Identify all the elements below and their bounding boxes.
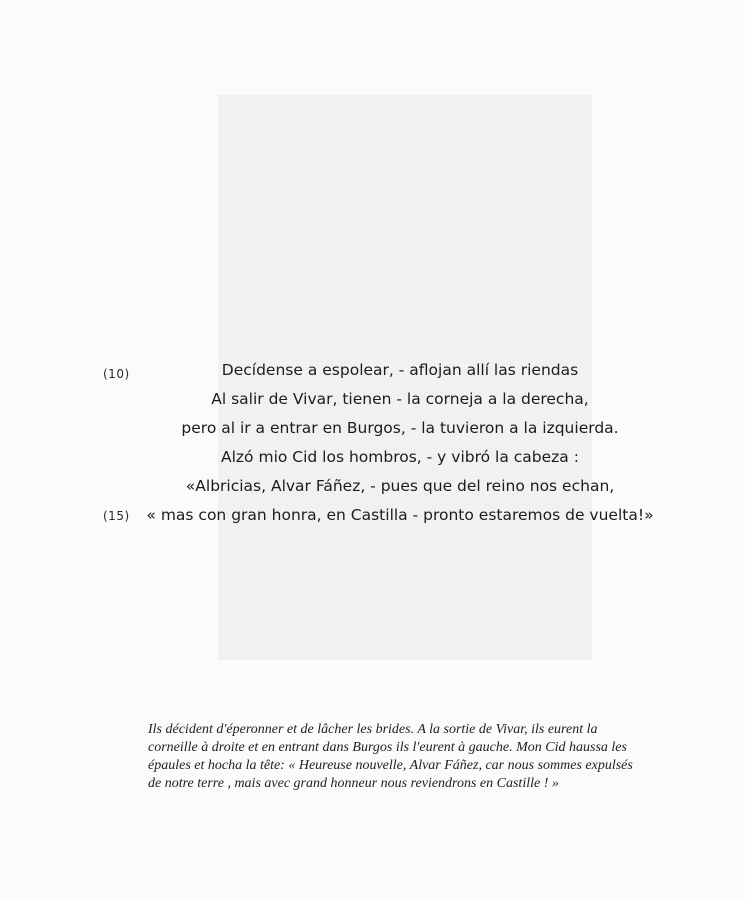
- translation-line: de notre terre , mais avec grand honneur nous reviendrons en Castille ! »: [148, 776, 559, 791]
- translation-line: corneille à droite et en entrant dans Burgos ils l'eurent à gauche. Mon Cid haussa les: [148, 740, 627, 755]
- verse-line: Decídense a espolear, - aflojan allí las riendas: [221, 361, 579, 379]
- verse-line: «Albricias, Alvar Fáñez, - pues que del reino nos echan,: [185, 477, 615, 495]
- spanish-verse: [130, 356, 670, 530]
- verse-line: Alzó mio Cid los hombros, - y vibró la cabeza :: [221, 448, 579, 466]
- translation-line: épaules et hocha la tête: « Heureuse nouvelle, Alvar Fáñez, car nous sommes expulsés: [148, 758, 633, 773]
- translation-line: Ils décident d'éperonner et de lâcher les brides. A la sortie de Vivar, ils eurent la: [148, 722, 598, 737]
- line-number-10: (10): [103, 367, 130, 381]
- line-number-15: (15): [103, 509, 130, 523]
- verse-line: Al salir de Vivar, tienen - la corneja a la derecha,: [211, 390, 589, 408]
- french-translation: [148, 721, 648, 793]
- verse-line: « mas con gran honra, en Castilla - pronto estaremos de vuelta!»: [146, 506, 654, 524]
- verse-line: pero al ir a entrar en Burgos, - la tuvieron a la izquierda.: [181, 419, 619, 437]
